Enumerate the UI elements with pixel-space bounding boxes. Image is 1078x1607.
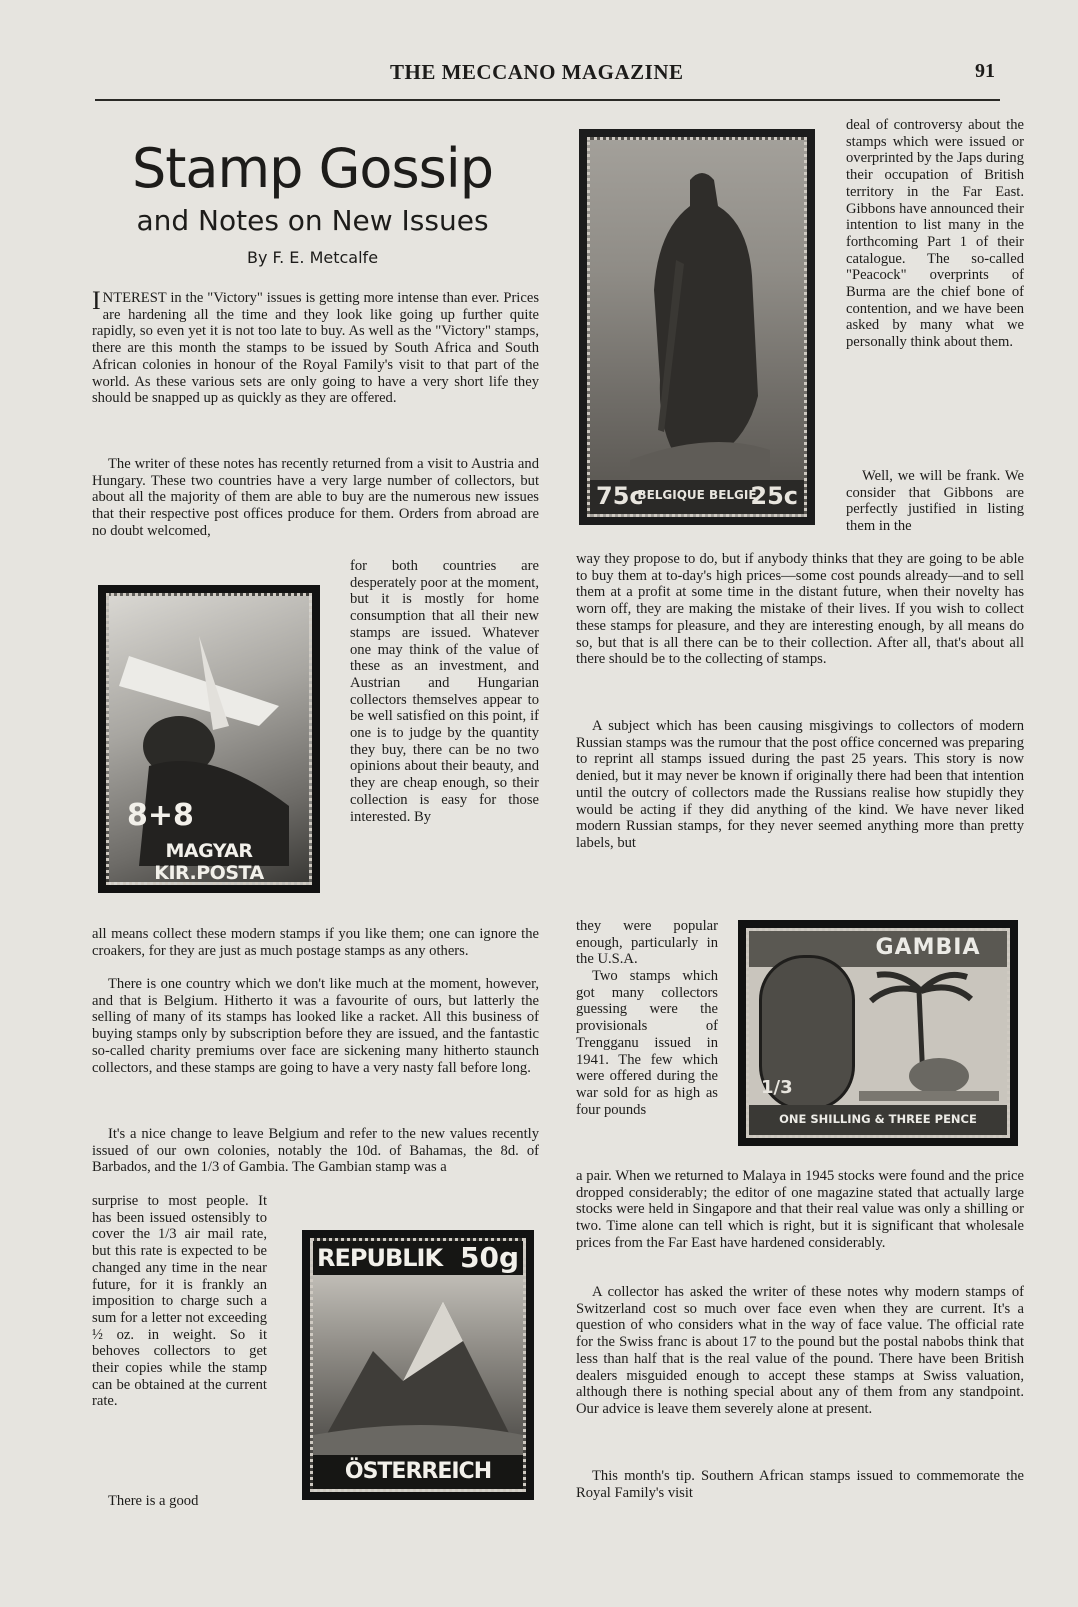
belgium-right-value: 25c xyxy=(750,482,798,510)
paragraph-switzerland: A collector has asked the writer of these notes why modern stamps of Switzerland cost so much over face even when they are current. It's a question of who considers what in the way of face value. The official rate for the Swiss franc is about 17 to the pound but the postal nabobs think that less than half that is the real value of the pound. There have been British dealers misguided enough to accept these stamps at Swiss valuation, although there is nothing special about any of them from any standpoint. Our advice is leave them severely alone at present. xyxy=(576,1284,1024,1417)
austria-value: 50g xyxy=(459,1241,519,1274)
paragraph-colonies: It's a nice change to leave Belgium and refer to the new values recently issued of our own colonies, notably the 10d. of Bahamas, the 8d. of Barbados, and the 1/3 of Gambia. The Gambian stamp was a xyxy=(92,1126,539,1176)
austria-top-label: REPUBLIK xyxy=(317,1244,443,1272)
austria-country-label: ÖSTERREICH xyxy=(344,1459,492,1484)
austria-bottom-band xyxy=(313,1455,523,1489)
austria-top-band xyxy=(313,1241,523,1275)
paragraph-continuation: There is a good xyxy=(108,1493,199,1509)
paragraph-gibbons: Well, we will be frank. We consider that Gibbons are perfectly justified in listing them in the xyxy=(846,468,1024,535)
paragraph-austria-hungary-narrow: for both countries are desperately poor at the moment, but it is mostly for home consumption that all their new stamps are issued. Whatever one may think of the value of these as an investment, and Austrian and Hungarian collectors themselves appear to be well satisfied on this point, if one is to judge by the quantity they buy, there can be no two opinions about their beauty, and they are cheap enough, so their collection is easy for those interested. By xyxy=(350,558,539,825)
knight-figure-icon xyxy=(590,140,804,480)
article-title: Stamp Gossip xyxy=(131,137,494,200)
paragraph-gambia: surprise to most people. It has been issued ostensibly to cover the 1/3 air mail rate, but this rate is expected to be changed any time in the near future, for it is frankly an imposition to charge such a sum for a letter not exceeding ½ oz. in weight. So it behoves collectors to get their copies while the stamp can be obtained at the current rate. xyxy=(92,1193,267,1410)
hungary-stamp-image xyxy=(98,585,320,893)
mountain-scene-icon xyxy=(313,1241,523,1489)
drop-cap: I xyxy=(92,286,101,315)
belgium-value-band xyxy=(590,480,804,514)
gambia-value-legend: ONE SHILLING & THREE PENCE xyxy=(779,1112,977,1126)
gambia-legend-band xyxy=(749,1105,1007,1135)
hungary-value: 8+8 xyxy=(127,798,194,833)
paragraph-japanese-occupation: deal of controversy about the stamps which were issued or overprinted by the Japs during their occupation of British territory in the Far East. Gibbons have announced their intention to list many in the forthcoming Part 1 of their catalogue. The so-called "Peacock" overprints of Burma are the chief bone of contention, and we have been asked by many what we personally think about them. xyxy=(846,117,1024,351)
paragraph-modern-stamps: all means collect these modern stamps if you like them; one can ignore the croakers, for they are just as much postage stamps as any others. xyxy=(92,926,539,959)
belgium-country-label: BELGIQUE BELGIE xyxy=(637,488,757,502)
paragraph-intro-text: NTEREST in the "Victory" issues is getting more intense than ever. Prices are hardening all the time and they look like going up further quite rapidly, so even yet it is not too late to buy. As well as the "Victory" stamps, there are this month the stamps to be issued by South Africa and South African colonies in honour of the Royal Family's visit to that part of the world. As these various sets are only going to have a very short life they should be snapped up as quickly as they are offered. xyxy=(92,290,539,407)
paragraph-malaya: a pair. When we returned to Malaya in 1945 stocks were found and the price dropped considerably; the editor of one magazine stated that actually large stocks were held in Singapore and that their real value was only a shilling or two. Time alone can tell which is right, but it is significant that wholesale prices from the Far East have hardened considerably. xyxy=(576,1168,1024,1251)
paragraph-gibbons-wide: way they propose to do, but if anybody thinks that they are going to be able to buy them at to-day's high prices—some cost pounds already—and to sell them at a profit at some time in the distant future, when their novelty has worn off, they are making the mistake of their lives. If you wish to collect these stamps for pleasure, and they are interesting enough, by all means do so, but that is all there can be to their collection. After all, that's about all there should be to the collecting of stamps. xyxy=(576,551,1024,668)
belgium-stamp-image xyxy=(579,129,815,525)
hungary-country-label: MAGYAR KIR.POSTA xyxy=(154,840,264,884)
austria-stamp-image xyxy=(302,1230,534,1500)
article-subtitle: and Notes on New Issues xyxy=(136,204,489,237)
belgium-left-value: 75c xyxy=(596,482,644,510)
paragraph-russia-narrow: they were popular enough, particularly in the U.S.A. xyxy=(576,918,718,968)
gambia-country-label: GAMBIA xyxy=(875,935,981,960)
paragraph-austria-hungary: The writer of these notes has recently returned from a visit to Austria and Hungary. These two countries have a very large number of collectors, but about all the majority of them are able to buy are the numerous new issues that their respective post offices produce for them. Orders from abroad are no doubt welcomed, xyxy=(92,456,539,539)
paragraph-intro xyxy=(92,286,539,407)
page-number: 91 xyxy=(975,60,995,82)
running-title: THE MECCANO MAGAZINE xyxy=(390,60,684,84)
paragraph-tip: This month's tip. Southern African stamps issued to commemorate the Royal Family's visit xyxy=(576,1468,1024,1501)
paragraph-russia: A subject which has been causing misgivings to collectors of modern Russian stamps was the rumour that the post office concerned was preparing to reprint all stamps issued during the past 25 years. This story is now denied, but it may never be known if originally there had been that intention until the outcry of collectors made the Russians realise how stupidly they would be acting if they did anything of the kind. We have never liked modern Russian stamps, for they never seemed anything more than pretty labels, but xyxy=(576,718,1024,851)
article-byline: By F. E. Metcalfe xyxy=(246,248,379,267)
header-rule xyxy=(95,99,1000,101)
gambia-stamp-image xyxy=(738,920,1018,1146)
paragraph-trengganu: Two stamps which got many collectors guessing were the provisionals of Trengganu issued in 1941. The few which were offered during the war sold for as high as four pounds xyxy=(576,968,718,1118)
gambia-value: 1/3 xyxy=(761,1077,793,1098)
paragraph-belgium: There is one country which we don't like much at the moment, however, and that is Belgium. Hitherto it was a favourite of ours, but latterly the selling of many of its stamps has looked like a racket. All this business of buying stamps only by subscription before they are issued, and the fantastic so-called charity premiums over face are sickening many hitherto staunch collectors, and these stamps are going to have a very nasty fall before long. xyxy=(92,976,539,1076)
